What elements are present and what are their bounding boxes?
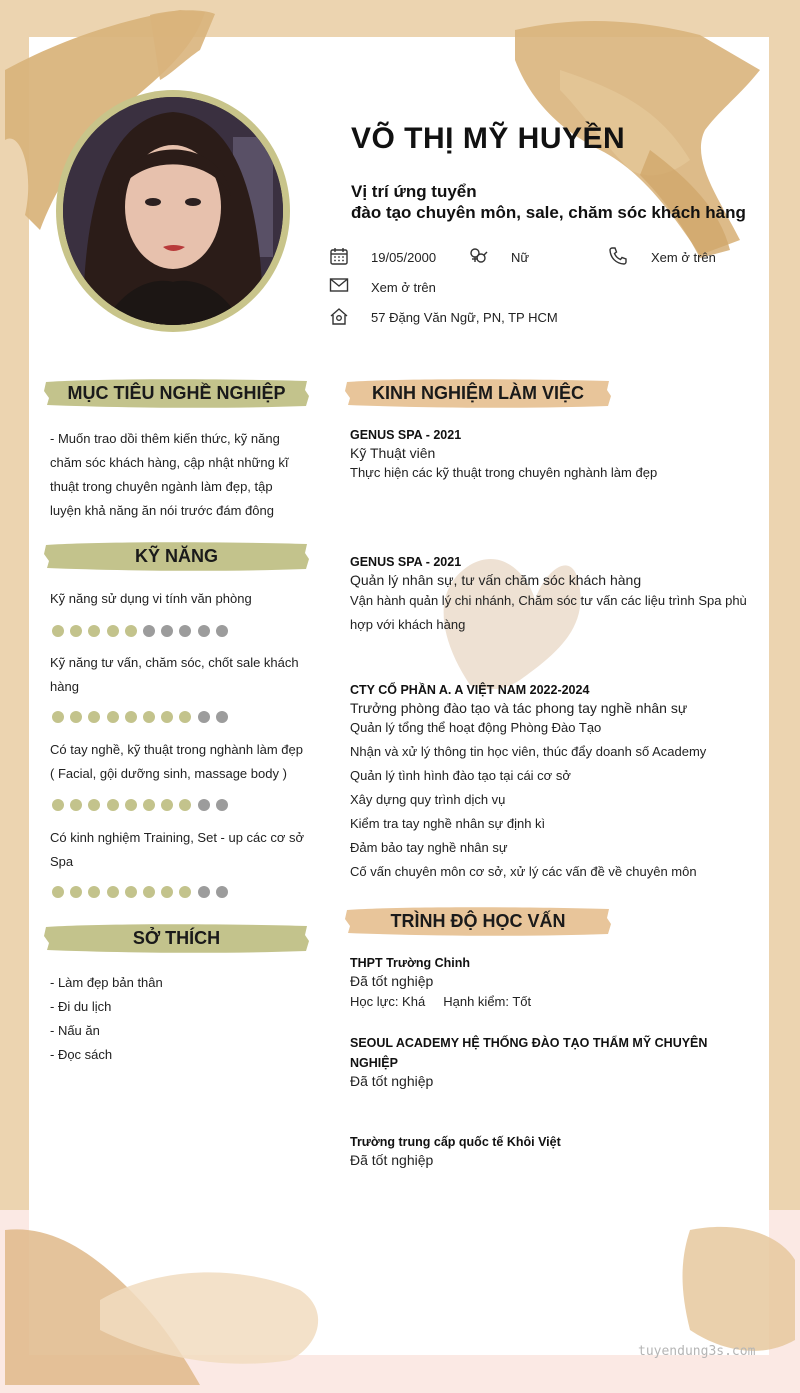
school-1-status: Đã tốt nghiệp: [350, 973, 434, 989]
rating-dot-filled: [52, 711, 64, 723]
school-2-title-cont: NGHIỆP: [350, 1056, 398, 1070]
rating-dot-empty: [216, 625, 228, 637]
skills-heading-text: KỸ NĂNG: [134, 545, 218, 566]
hobbies-heading-text: SỞ THÍCH: [132, 927, 221, 948]
hobbies-heading: [43, 921, 310, 955]
hobby-item: - Nấu ăn: [50, 1023, 100, 1038]
address-value: 57 Đặng Văn Ngữ, PN, TP HCM: [371, 310, 558, 325]
rating-dot-empty: [198, 799, 210, 811]
position-label: Vị trí ứng tuyển: [351, 182, 477, 201]
education-heading: [344, 904, 612, 938]
email-value: Xem ở trên: [371, 280, 436, 295]
hobby-item: - Đi du lịch: [50, 999, 112, 1014]
job-3-line: Cố vấn chuyên môn cơ sở, xử lý các vấn đề về chuyên môn: [350, 864, 697, 879]
school-1-title: THPT Trường Chinh: [350, 956, 471, 970]
skill-2-label-cont: hàng: [50, 679, 79, 694]
experience-heading-text: KINH NGHIỆM LÀM VIỆC: [371, 382, 584, 403]
school-2-title: SEOUL ACADEMY HỆ THỐNG ĐÀO TẠO THẨM MỸ CHUYÊN: [350, 1036, 708, 1050]
rating-dot-filled: [125, 625, 137, 637]
rating-dot-filled: [143, 711, 155, 723]
rating-dot-filled: [52, 799, 64, 811]
calendar-icon: [329, 246, 349, 266]
job-3-line: Quản lý tình hình đào tạo tại cái cơ sở: [350, 768, 571, 783]
job-2-line: Vận hành quản lý chi nhánh, Chăm sóc tư vấn các liệu trình Spa phù: [350, 593, 747, 608]
rating-dot-empty: [216, 711, 228, 723]
rating-dot-empty: [198, 886, 210, 898]
skill-4-label: Có kinh nghiệm Training, Set - up các cơ sở: [50, 830, 305, 845]
candidate-name: VÕ THỊ MỸ HUYỀN: [351, 122, 626, 155]
objective-line-3: thuật trong chuyên ngành làm đẹp, tập: [50, 479, 273, 494]
rating-dot-empty: [216, 799, 228, 811]
rating-dot-filled: [52, 886, 64, 898]
portrait-photo: [63, 97, 283, 325]
hobby-item: - Đọc sách: [50, 1047, 113, 1062]
rating-dot-filled: [125, 799, 137, 811]
rating-dot-filled: [107, 711, 119, 723]
rating-dot-filled: [107, 799, 119, 811]
school-2-status: Đã tốt nghiệp: [350, 1073, 434, 1089]
rating-dot-filled: [125, 886, 137, 898]
job-3-role: Trưởng phòng đào tạo và tác phong tay nghề nhân sự: [350, 700, 688, 716]
rating-dot-filled: [107, 625, 119, 637]
job-2-role: Quản lý nhân sự, tư vấn chăm sóc khách hàng: [350, 572, 642, 588]
rating-dot-empty: [198, 625, 210, 637]
skill-3-label: Có tay nghề, kỹ thuật trong nghành làm đẹp: [50, 742, 303, 757]
phone-value: Xem ở trên: [651, 250, 716, 265]
objective-heading: [43, 376, 310, 410]
school-3-title: Trường trung cấp quốc tế Khôi Việt: [350, 1135, 561, 1149]
objective-heading-text: MỤC TIÊU NGHỀ NGHIỆP: [67, 382, 286, 403]
experience-heading: [344, 376, 612, 410]
skill-3-label-cont: ( Facial, gội dưỡng sinh, massage body ): [50, 766, 287, 781]
home-location-icon: [329, 306, 349, 326]
school-1-grades: Học lực: Khá Hạnh kiểm: Tốt: [350, 994, 532, 1009]
skill-1-label: Kỹ năng sử dụng vi tính văn phòng: [50, 591, 252, 606]
job-3-line: Kiểm tra tay nghề nhân sự định kì: [350, 816, 546, 831]
rating-dot-filled: [107, 886, 119, 898]
watermark: tuyendung3s.com: [638, 1344, 756, 1359]
hobby-item: - Làm đẹp bản thân: [50, 975, 163, 990]
job-3-line: Xây dựng quy trình dịch vụ: [350, 792, 506, 807]
job-1-title: GENUS SPA - 2021: [350, 428, 462, 442]
birthday-value: 19/05/2000: [371, 250, 437, 265]
gender-icon: [468, 246, 488, 266]
position-value: đào tạo chuyên môn, sale, chăm sóc khách hàng: [351, 203, 746, 222]
rating-dot-empty: [198, 711, 210, 723]
objective-line-4: luyện khả năng ăn nói trước đám đông: [50, 503, 274, 518]
skill-2-label: Kỹ năng tư vấn, chăm sóc, chốt sale khách: [50, 655, 299, 670]
rating-dot-filled: [143, 886, 155, 898]
rating-dot-empty: [216, 886, 228, 898]
rating-dot-empty: [143, 625, 155, 637]
education-heading-text: TRÌNH ĐỘ HỌC VẤN: [390, 910, 566, 931]
job-1-line: Thực hiện các kỹ thuật trong chuyên nghành làm đẹp: [350, 465, 658, 480]
job-3-title: CTY CỔ PHẦN A. A VIỆT NAM 2022-2024: [350, 683, 590, 697]
job-1-role: Kỹ Thuật viên: [350, 445, 436, 461]
job-3-line: Đảm bảo tay nghề nhân sự: [350, 840, 508, 855]
job-3-line: Nhận và xử lý thông tin học viên, thúc đẩy doanh số Academy: [350, 744, 707, 759]
rating-dot-filled: [125, 711, 137, 723]
job-3-line: Quản lý tổng thể hoạt động Phòng Đào Tạo: [350, 720, 602, 735]
phone-icon: [608, 246, 628, 266]
rating-dot-filled: [52, 625, 64, 637]
skill-4-label-cont: Spa: [50, 854, 74, 869]
gender-value: Nữ: [511, 250, 530, 265]
job-2-line: hợp với khách hàng: [350, 617, 466, 632]
school-3-status: Đã tốt nghiệp: [350, 1152, 434, 1168]
job-2-title: GENUS SPA - 2021: [350, 555, 462, 569]
rating-dot-filled: [143, 799, 155, 811]
objective-line-1: - Muốn trao dồi thêm kiến thức, kỹ năng: [50, 431, 280, 446]
skills-heading: [43, 539, 310, 573]
envelope-icon: [329, 275, 349, 295]
objective-line-2: chăm sóc khách hàng, cập nhật những kĩ: [50, 455, 289, 470]
